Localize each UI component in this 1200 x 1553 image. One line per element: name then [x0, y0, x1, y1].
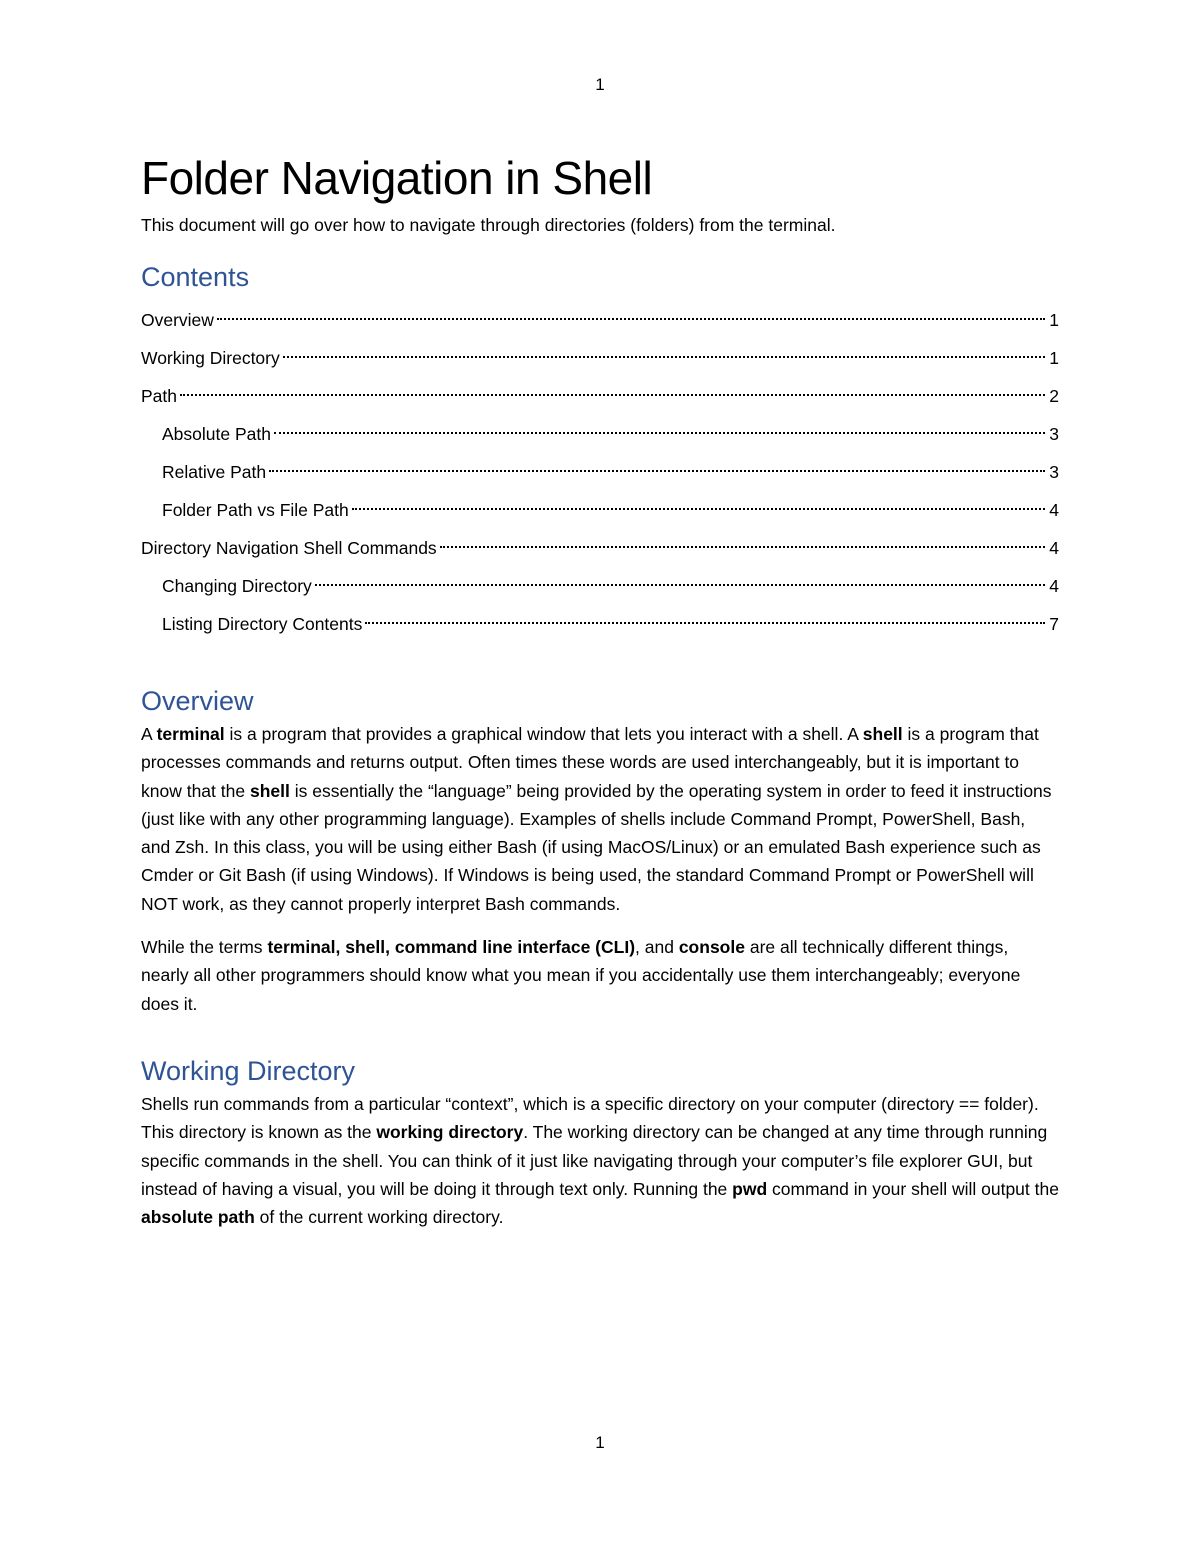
- toc-entry-page: 4: [1049, 576, 1059, 596]
- toc-entry-label: Overview: [141, 310, 214, 330]
- toc-entry-label: Changing Directory: [162, 576, 312, 596]
- bold-term: pwd: [732, 1178, 768, 1199]
- toc-entry-page: 1: [1049, 348, 1059, 368]
- toc-dot-leader: [283, 338, 1046, 364]
- text-run: is a program that provides a graphical window that lets you interact with a shell. A: [224, 724, 863, 744]
- text-run: is a program that processes commands and returns output. Often times these words are used interchangeably, but it is important to know that the: [141, 724, 1039, 801]
- toc-entry-page: 1: [1049, 310, 1059, 330]
- toc-entry-label: Absolute Path: [162, 424, 271, 444]
- toc-dot-leader: [440, 528, 1046, 554]
- toc-dot-leader: [365, 604, 1045, 630]
- toc-entry-label: Relative Path: [162, 462, 267, 482]
- toc-entry-page: 2: [1049, 386, 1059, 406]
- working-directory-heading: Working Directory: [141, 1055, 356, 1086]
- toc-entry-page: 4: [1049, 500, 1059, 520]
- text-run: of the current working directory.: [254, 1207, 504, 1228]
- toc-entry[interactable]: [141, 300, 1059, 330]
- text-run: Shells run commands from a particular “context”, which is a specific directory on your computer (directory == folder). This directory is known as the: [141, 1093, 1039, 1143]
- bold-term: working directory: [376, 1122, 524, 1143]
- bold-term: terminal, shell, command line interface (CLI): [267, 937, 636, 958]
- toc-heading: Contents: [141, 262, 250, 292]
- toc-entry[interactable]: [141, 528, 1059, 558]
- document-subtitle: This document will go over how to navigate through directories (folders) from the terminal.: [141, 215, 836, 235]
- toc-dot-leader: [269, 452, 1045, 478]
- document-title: Folder Navigation in Shell: [141, 152, 653, 204]
- overview-heading: Overview: [141, 686, 254, 716]
- footer-page-number: 1: [595, 1433, 605, 1452]
- text-run: is essentially the “language” being provided by the operating system in order to feed it instructions (just like with any other programming language). Examples of shells include Command Prompt, PowerShell, Bash, and Zsh. In this class, you will be using either Bash (if using MacOS/Linux) or an emulated Bash experience such as Cmder or Git Bash (if using Windows). If Windows is being used, the standard Command Prompt or PowerShell will NOT work, as they cannot properly interpret Bash commands.: [141, 780, 1052, 914]
- toc-entry-label: Directory Navigation Shell Commands: [141, 538, 437, 558]
- toc-entry-page: 7: [1049, 614, 1059, 634]
- toc-dot-leader: [180, 376, 1045, 402]
- toc-entry-label: Listing Directory Contents: [162, 614, 363, 634]
- toc-dot-leader: [274, 414, 1045, 440]
- toc-dot-leader: [315, 566, 1045, 592]
- toc-entry[interactable]: [141, 566, 1059, 596]
- bold-term: shell: [249, 780, 290, 801]
- toc-entry[interactable]: [141, 452, 1059, 482]
- toc-entry-page: 3: [1049, 462, 1059, 482]
- toc-entry[interactable]: [141, 604, 1059, 634]
- text-run: command in your shell will output the: [767, 1178, 1059, 1199]
- toc-entry-label: Folder Path vs File Path: [162, 500, 349, 520]
- overview-paragraph-2: [141, 933, 1059, 1018]
- toc-dot-leader: [217, 300, 1045, 326]
- toc-entry-label: Working Directory: [141, 348, 280, 368]
- toc-entry[interactable]: [141, 490, 1059, 520]
- table-of-contents: [141, 300, 1059, 634]
- text-run: . The working directory can be changed at any time through running specific commands in the shell. You can think of it just like navigating through your computer’s file explorer GUI, but instead of having a visual, you will be doing it through text only. Running the: [141, 1122, 1048, 1199]
- bold-term: shell: [862, 724, 903, 744]
- text-run: are all technically different things, nearly all other programmers should know what you mean if you accidentally use them interchangeably; everyone does it.: [141, 937, 1021, 1014]
- bold-term: terminal: [156, 724, 225, 744]
- overview-paragraph-1: [141, 720, 1059, 918]
- working-directory-paragraph: [141, 1090, 1059, 1231]
- toc-entry-label: Path: [141, 386, 177, 406]
- text-run: While the terms: [141, 937, 268, 958]
- bold-term: absolute path: [141, 1207, 255, 1228]
- document-body: [141, 148, 1059, 1231]
- text-run: A: [141, 724, 157, 744]
- toc-entry-page: 3: [1049, 424, 1059, 444]
- text-run: , and: [635, 937, 679, 958]
- toc-entry[interactable]: [141, 414, 1059, 444]
- toc-entry-page: 4: [1049, 538, 1059, 558]
- toc-dot-leader: [352, 490, 1046, 516]
- toc-entry[interactable]: [141, 376, 1059, 406]
- toc-entry[interactable]: [141, 338, 1059, 368]
- bold-term: console: [678, 937, 745, 958]
- header-page-number: 1: [595, 75, 605, 94]
